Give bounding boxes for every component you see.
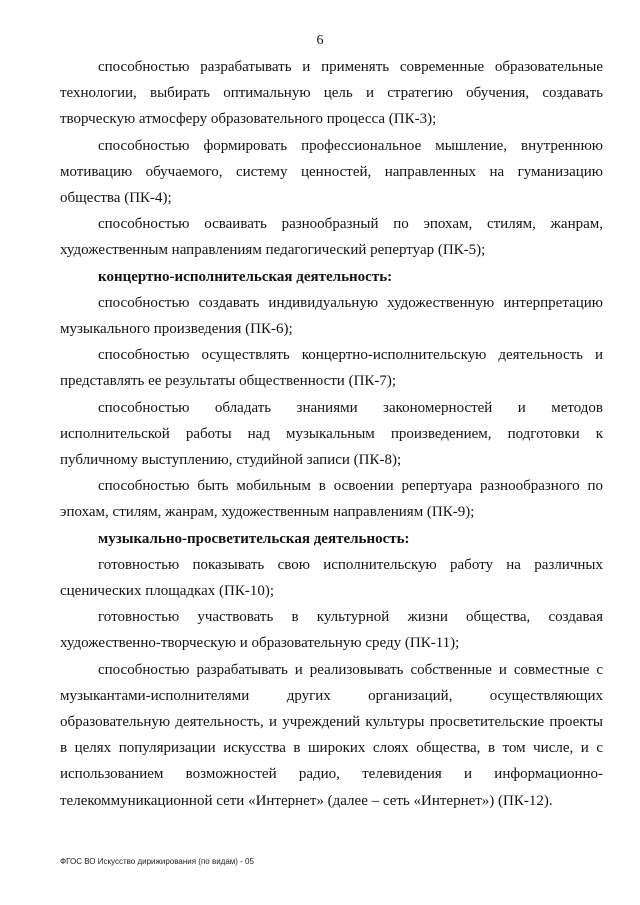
paragraph-pk10: готовностью показывать свою исполнительскую работу на различных сценических площадках (ПК-10); — [60, 556, 603, 600]
document-body — [60, 54, 603, 814]
paragraph-pk9: способностью быть мобильным в освоении репертуара разнообразного по эпохам, стилям, жанрам, художественным направлениям (ПК-9); — [60, 478, 603, 521]
page-number: 6 — [316, 33, 324, 48]
paragraph-pk6: способностью создавать индивидуальную художественную интерпретацию музыкального произведения (ПК-6); — [60, 294, 603, 338]
section-heading-enlightenment: музыкально-просветительская деятельность: — [98, 530, 410, 547]
section-heading-concert: концертно-исполнительская деятельность: — [98, 268, 393, 285]
paragraph-pk7: способностью осуществлять концертно-исполнительскую деятельность и представлять ее результаты общественности (ПК-7); — [60, 347, 603, 390]
paragraph-pk3: способностью разрабатывать и применять современные образовательные технологии, выбирать оптимальную цель и стратегию обучения, создавать творческую атмосферу образовательного процесса (ПК-3); — [60, 59, 603, 128]
paragraph-pk4: способностью формировать профессиональное мышление, внутреннюю мотивацию обучаемого, систему ценностей, направленных на гуманизацию общества (ПК-4); — [60, 137, 603, 207]
paragraph-pk5: способностью осваивать разнообразный по эпохам, стилям, жанрам, художественным направлениям педагогический репертуар (ПК-5); — [60, 216, 603, 259]
document-footer: ФГОС ВО Искусство дирижирования (по видам) - 05 — [60, 857, 254, 866]
paragraph-pk8: способностью обладать знаниями закономерностей и методов исполнительской работы над музыкальным произведением, подготовки к публичному выступлению, студийной записи (ПК-8); — [60, 399, 603, 469]
paragraph-pk11: готовностью участвовать в культурной жизни общества, создавая художественно-творческую и образовательную среду (ПК-11); — [60, 609, 603, 652]
paragraph-pk12: способностью разрабатывать и реализовывать собственные и совместные с музыкантами-исполнителями других организаций, осуществляющих образовательную деятельность, и учреждений культуры просветительские проекты в целях популяризации искусства в широких слоях общества, в том числе, и с использованием возможностей радио, телевидения и информационно-телекоммуникационной сети «Интернет» (далее – сеть «Интернет») (ПК-12). — [60, 661, 603, 809]
